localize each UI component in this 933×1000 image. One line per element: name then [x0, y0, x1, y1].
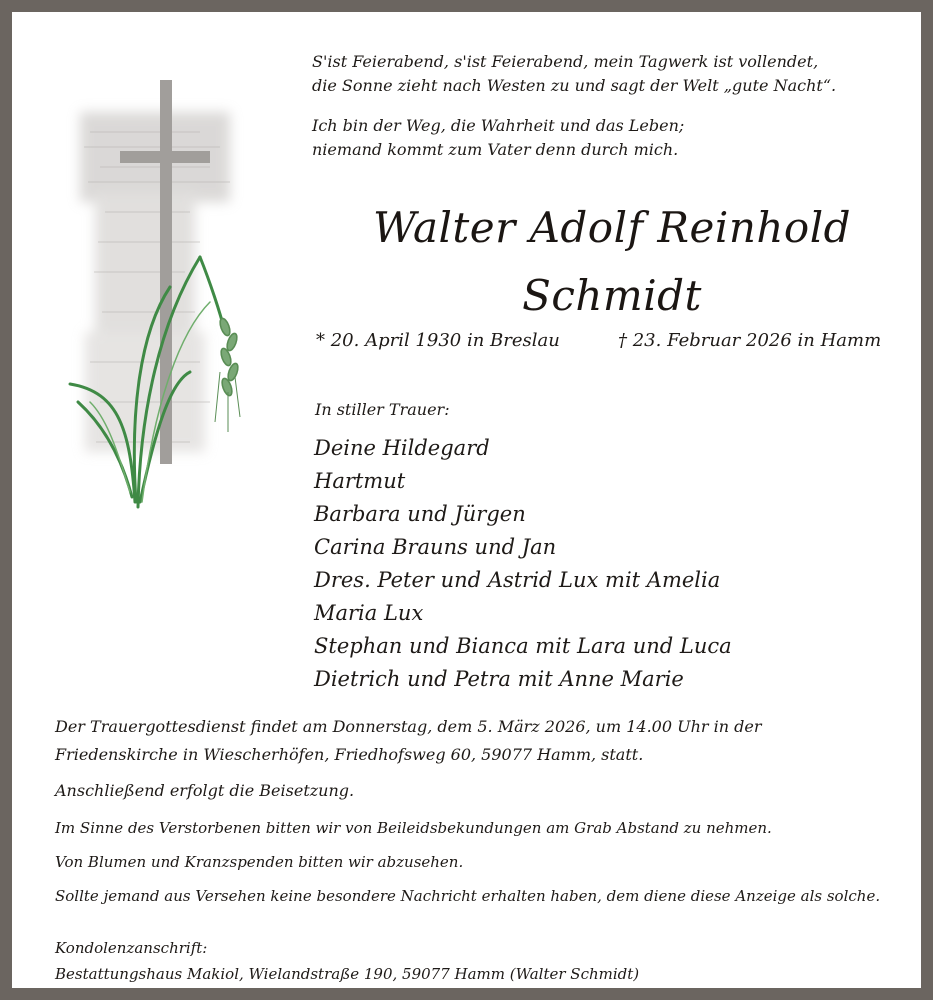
mourner-name: Stephan und Bianca mit Lara und Luca: [314, 634, 732, 658]
service-line: Friedenskirche in Wiescherhöfen, Friedhofsweg 60, 59077 Hamm, statt.: [55, 745, 644, 764]
service-line: Der Trauergottesdienst findet am Donnerstag, dem 5. März 2026, um 14.00 Uhr in der: [55, 717, 762, 736]
mourning-label: In stiller Trauer:: [315, 400, 450, 419]
notice-statement: Sollte jemand aus Versehen keine besondere Nachricht erhalten haben, dem diene diese Anzeige als solche.: [55, 887, 881, 905]
mourner-name: Carina Brauns und Jan: [314, 535, 557, 559]
verse-line: Ich bin der Weg, die Wahrheit und das Leben;: [312, 116, 685, 135]
mourner-name: Maria Lux: [314, 601, 424, 625]
death-date: † 23. Februar 2026 in Hamm: [618, 330, 882, 351]
mourner-name: Hartmut: [314, 469, 406, 493]
deceased-surname: Schmidt: [522, 271, 702, 320]
deceased-name: Walter Adolf Reinhold: [372, 203, 852, 252]
verse-line: die Sonne zieht nach Westen zu und sagt der Welt „gute Nacht“.: [312, 76, 837, 95]
flowers-request: Von Blumen und Kranzspenden bitten wir abzusehen.: [55, 853, 464, 871]
mourner-name: Dres. Peter und Astrid Lux mit Amelia: [314, 568, 721, 592]
birth-date: * 20. April 1930 in Breslau: [316, 330, 560, 351]
cross-with-grass-icon: [60, 72, 260, 526]
mourner-name: Dietrich und Petra mit Anne Marie: [314, 667, 684, 691]
verse-line: S'ist Feierabend, s'ist Feierabend, mein Tagwerk ist vollendet,: [312, 52, 819, 71]
verse-stanza-1: [312, 50, 912, 98]
mourners-list: [314, 432, 914, 696]
condolence-request: Im Sinne des Verstorbenen bitten wir von Beileidsbekundungen am Grab Abstand zu nehmen.: [55, 819, 772, 837]
condolence-label: Kondolenzanschrift:: [55, 939, 208, 957]
condolence-address: [55, 935, 925, 987]
burial-info: Anschließend erfolgt die Beisetzung.: [55, 781, 355, 800]
service-info: [55, 713, 925, 769]
mourner-name: Deine Hildegard: [314, 436, 490, 460]
verse-line: niemand kommt zum Vater denn durch mich.: [312, 140, 679, 159]
condolence-text: Bestattungshaus Makiol, Wielandstraße 190, 59077 Hamm (Walter Schmidt): [55, 965, 640, 983]
verse-stanza-2: [312, 114, 912, 162]
mourner-name: Barbara und Jürgen: [314, 502, 526, 526]
